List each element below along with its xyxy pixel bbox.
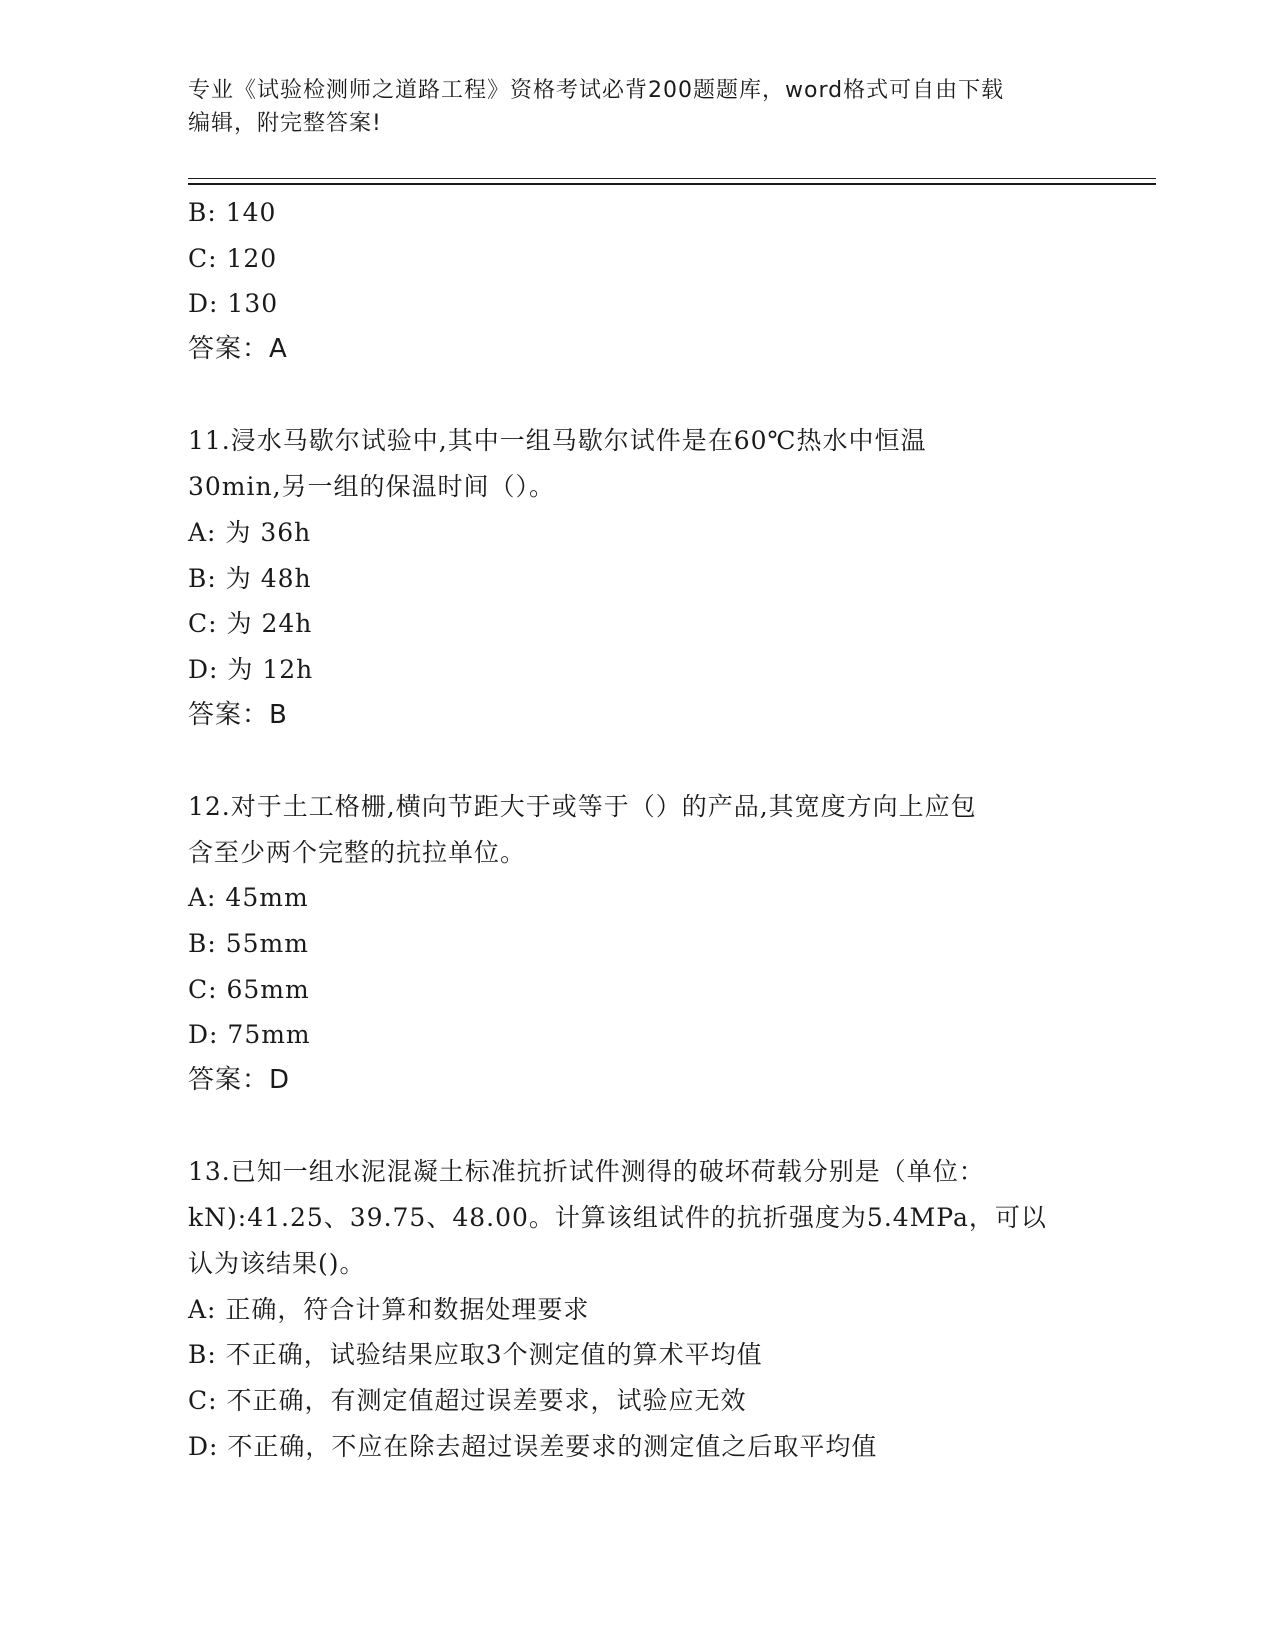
question-12-option-c: C: 65mm	[188, 974, 310, 1004]
question-12-stem-line1: 12.对于土工格栅,横向节距大于或等于（）的产品,其宽度方向上应包	[188, 791, 977, 821]
question-13-stem-line1: 13.已知一组水泥混凝土标准抗折试件测得的破坏荷载分别是（单位：	[188, 1157, 985, 1187]
question-12-answer: 答案：D	[188, 1065, 291, 1096]
question-13-option-b: B: 不正确，试验结果应取3个测定值的算术平均值	[188, 1340, 763, 1370]
question-13-stem-line3: 认为该结果()。	[188, 1248, 366, 1278]
question-13-stem-line2: kN):41.25、39.75、48.00。计算该组试件的抗折强度为5.4MPa，可以	[188, 1203, 1047, 1233]
header-rule-thin	[188, 178, 1156, 179]
header-title-line2: 编辑，附完整答案!	[188, 111, 382, 136]
question-11-option-d: D: 为 12h	[188, 654, 314, 684]
question-10-option-c: C: 120	[188, 243, 278, 273]
question-12	[188, 784, 1088, 1104]
question-11-option-c: C: 为 24h	[188, 609, 313, 639]
header-rule-thick	[188, 183, 1156, 185]
question-11-stem-line1: 11.浸水马歇尔试验中,其中一组马歇尔试件是在60℃热水中恒温	[188, 426, 927, 456]
question-12-option-b: B: 55mm	[188, 929, 309, 958]
header-title-line1: 专业《试验检测师之道路工程》资格考试必背200题题库，word格式可自由下载	[188, 78, 1005, 103]
question-10	[188, 190, 1088, 373]
question-11-option-b: B: 为 48h	[188, 563, 312, 593]
question-10-answer: 答案：A	[188, 334, 288, 365]
question-11-stem-line2: 30min,另一组的保温时间（）。	[188, 472, 556, 502]
question-13-option-d: D: 不正确，不应在除去超过误差要求的测定值之后取平均值	[188, 1431, 878, 1461]
spacer	[188, 373, 1088, 419]
spacer	[188, 1104, 1088, 1150]
question-10-option-b: B: 140	[188, 198, 277, 227]
question-13	[188, 1149, 1088, 1469]
question-12-stem-line2: 含至少两个完整的抗拉单位。	[188, 837, 527, 867]
document-body	[188, 190, 1088, 1469]
question-11	[188, 418, 1088, 738]
spacer	[188, 738, 1088, 784]
question-13-option-a: A: 正确，符合计算和数据处理要求	[188, 1294, 590, 1324]
question-12-option-a: A: 45mm	[188, 883, 309, 913]
question-10-option-d: D: 130	[188, 289, 279, 319]
question-11-option-a: A: 为 36h	[188, 517, 312, 547]
question-12-option-d: D: 75mm	[188, 1020, 311, 1050]
page-header	[188, 74, 1088, 140]
question-13-option-c: C: 不正确，有测定值超过误差要求，试验应无效	[188, 1385, 747, 1415]
question-11-answer: 答案：B	[188, 699, 288, 730]
